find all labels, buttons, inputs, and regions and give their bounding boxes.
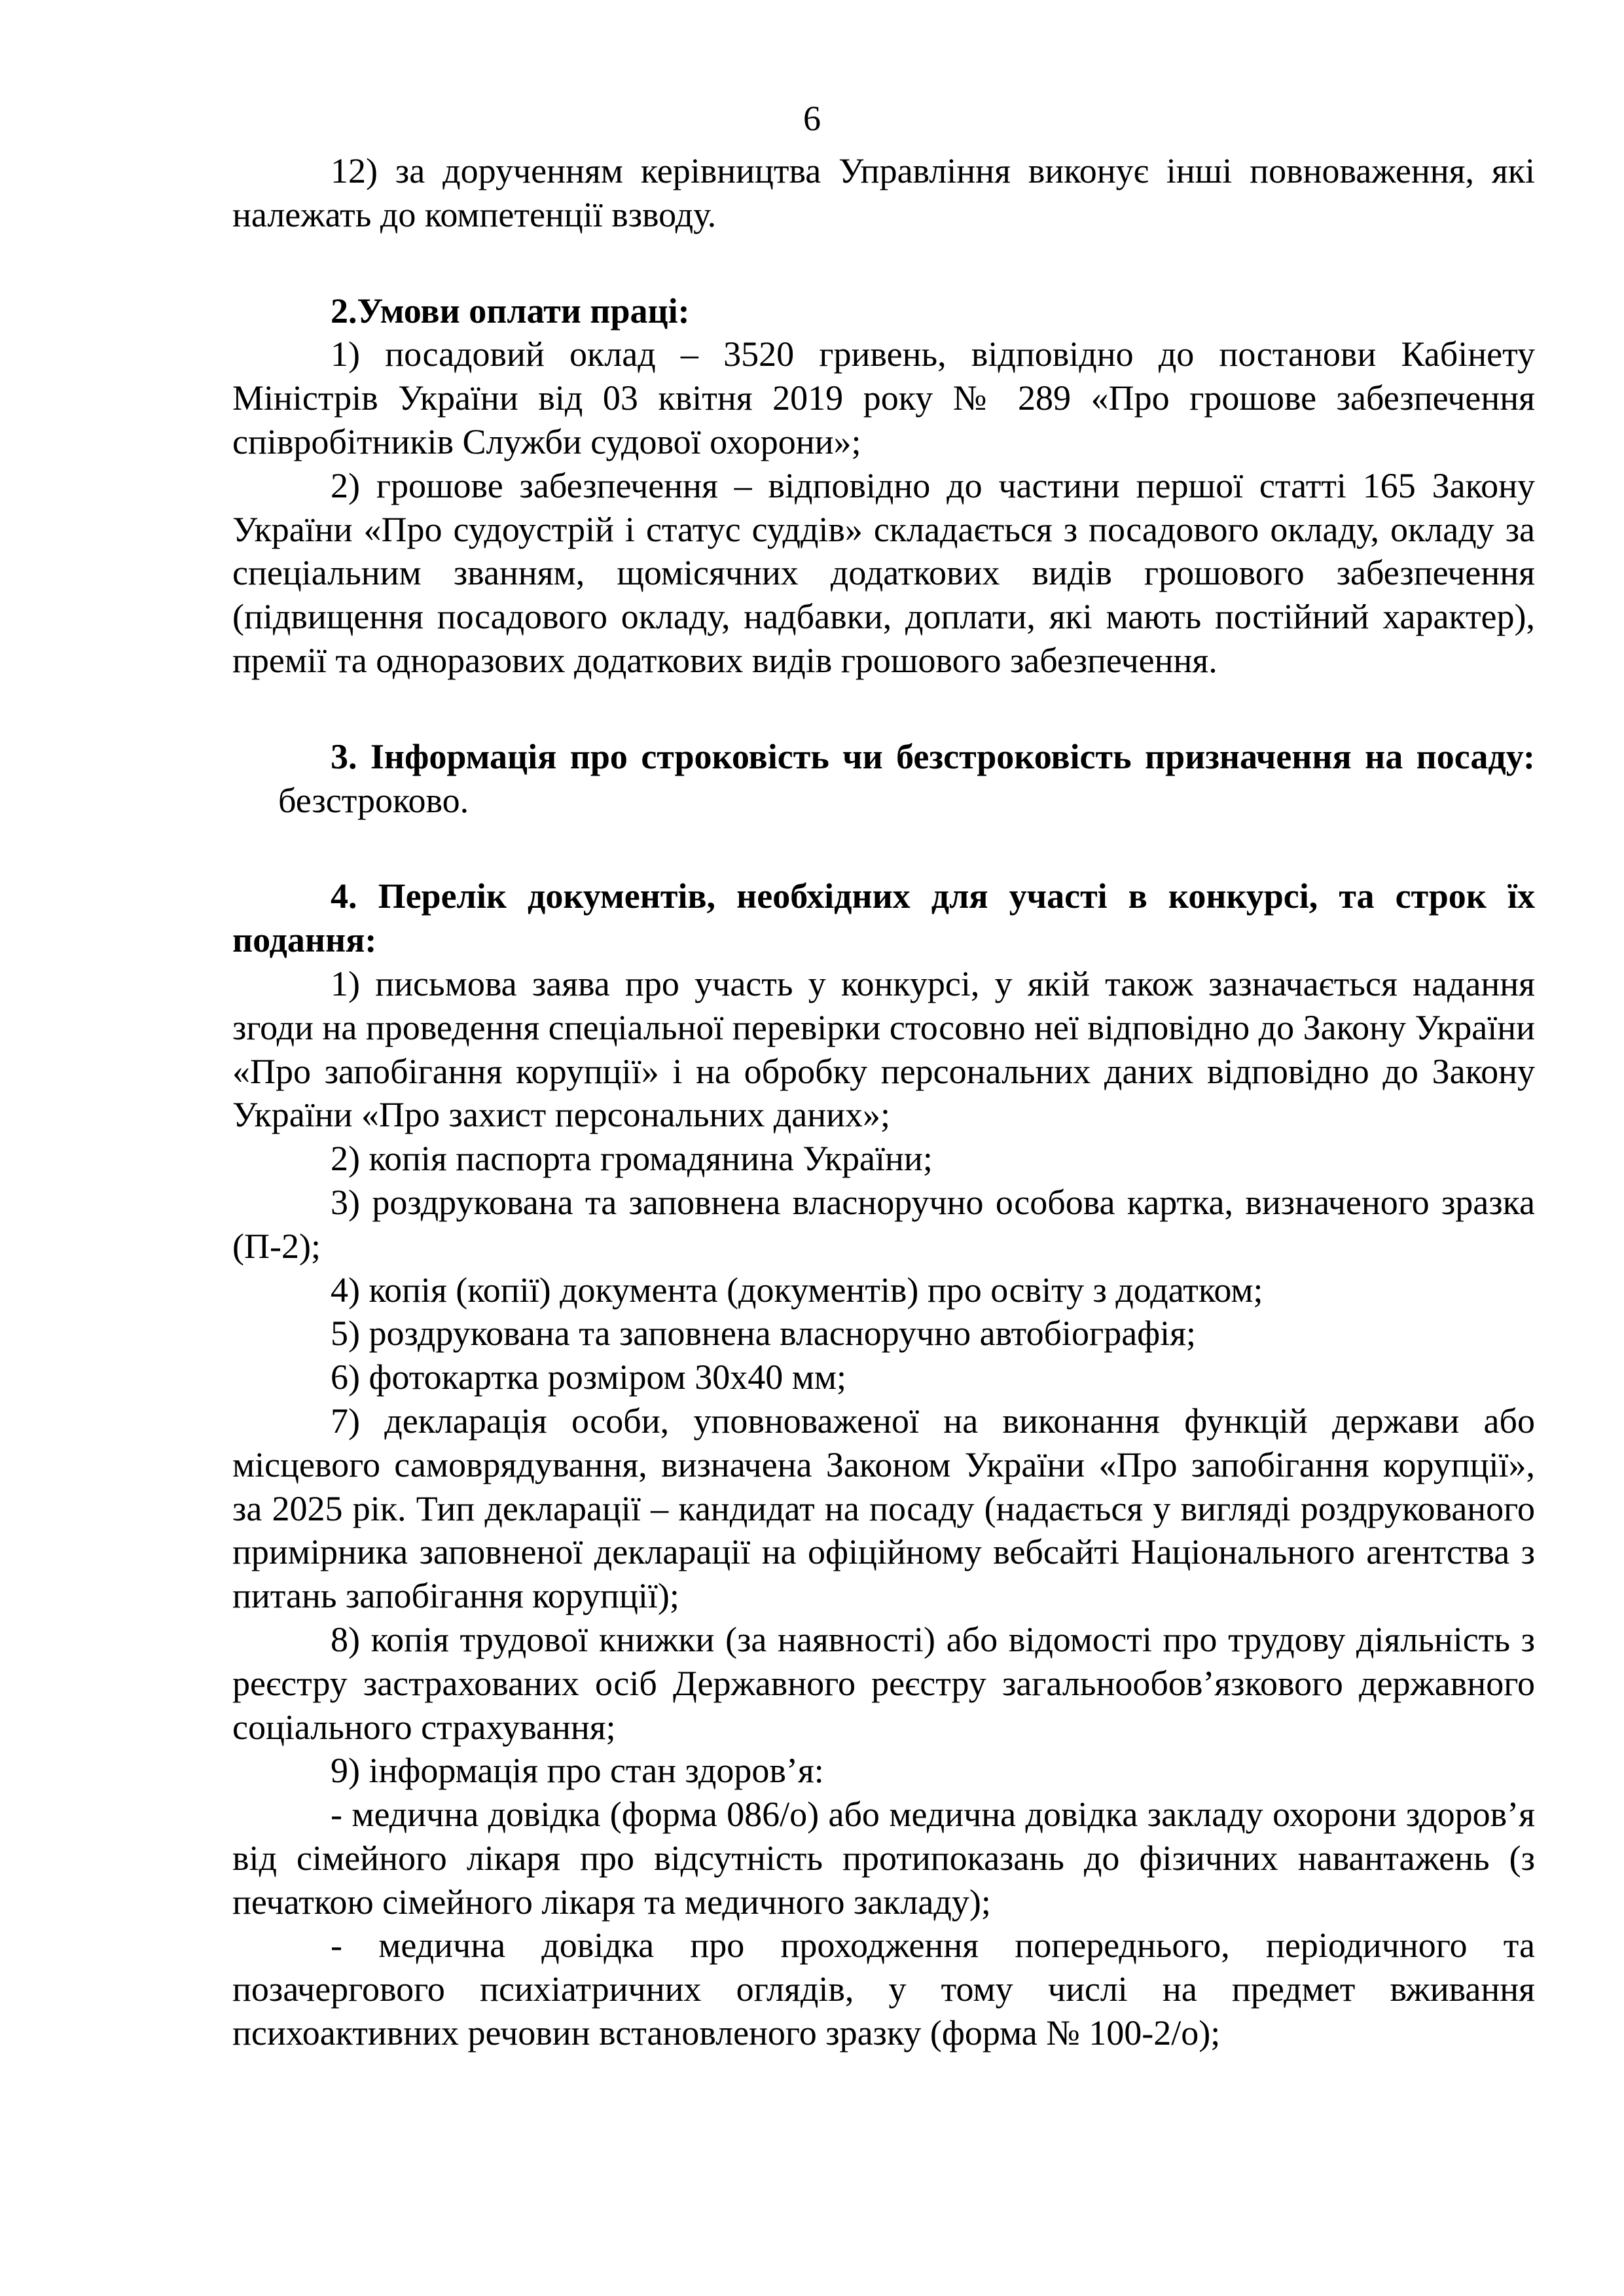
section-4-item-9: 9) інформація про стан здоров’я: [331, 1751, 824, 1791]
section-2-item-1: 1) посадовий оклад – 3520 гривень, відповідно до постанови Кабінету Міністрів України від 03 квітня 2019 року № 289 «Про грошове забезпечення співробітників Служби судової охорони»; [232, 334, 1535, 461]
section-2-heading: 2.Умови оплати праці: [331, 291, 690, 331]
section-3 [232, 735, 1535, 823]
section-4-item-9a: - медична довідка (форма 086/о) або медична довідка закладу охорони здоров’я від сімейного лікаря про відсутність протипоказань до фізичних навантажень (з печаткою сімейного лікаря та медичного закладу); [232, 1795, 1535, 1922]
section-4-item-7: 7) декларація особи, уповноваженої на виконання функцій держави або місцевого самоврядування, визначена Законом України «Про запобігання корупції», за 2025 рік. Тип декларації – кандидат на посаду (надається у вигляді роздрукованого примірника заповненої декларації на офіційному вебсайті Національного агентства з питань запобігання корупції); [232, 1401, 1535, 1616]
section-4-item-9b: - медична довідка про проходження попереднього, періодичного та позачергового психіатричних оглядів, у тому числі на предмет вживання психоактивних речовин встановленого зразку (форма № 100-2/о); [232, 1926, 1535, 2053]
section-4-item-8: 8) копія трудової книжки (за наявності) або відомості про трудову діяльність з реєстру застрахованих осіб Державного реєстру загальнообов’язкового державного соціального страхування; [232, 1619, 1535, 1747]
section-3-value: безстроково. [278, 780, 469, 820]
section-3-heading: 3. Інформація про строковість чи безстроковість призначення на посаду: [331, 736, 1535, 776]
document-body [232, 149, 1535, 2055]
duty-item-12: 12) за дорученням керівництва Управління виконує інші повноваження, які належать до компетенції взводу. [232, 151, 1535, 234]
section-4-item-6: 6) фотокартка розміром 30х40 мм; [331, 1357, 847, 1397]
section-4-item-3: 3) роздрукована та заповнена власноручно особова картка, визначеного зразка (П-2); [232, 1182, 1535, 1266]
section-4-heading: 4. Перелік документів, необхідних для участі в конкурсі, та строк їх подання: [232, 876, 1535, 960]
section-4-item-1: 1) письмова заява про участь у конкурсі, у якій також зазначається надання згоди на проведення спеціальної перевірки стосовно неї відповідно до Закону України «Про запобігання корупції» і на обробку персональних даних відповідно до Закону України «Про захист персональних даних»; [232, 963, 1535, 1135]
page-number: 6 [803, 99, 821, 138]
section-4-item-4: 4) копія (копії) документа (документів) про освіту з додатком; [331, 1270, 1263, 1310]
section-4-item-5: 5) роздрукована та заповнена власноручно автобіографія; [331, 1314, 1196, 1354]
section-4-item-2: 2) копія паспорта громадянина України; [331, 1139, 933, 1179]
section-2-item-2: 2) грошове забезпечення – відповідно до частини першої статті 165 Закону України «Про судоустрій і статус суддів» складається з посадового окладу, окладу за спеціальним званням, щомісячних додаткових видів грошового забезпечення (підвищення посадового окладу, надбавки, доплати, які мають постійний характер), премії та одноразових додаткових видів грошового забезпечення. [232, 465, 1535, 680]
